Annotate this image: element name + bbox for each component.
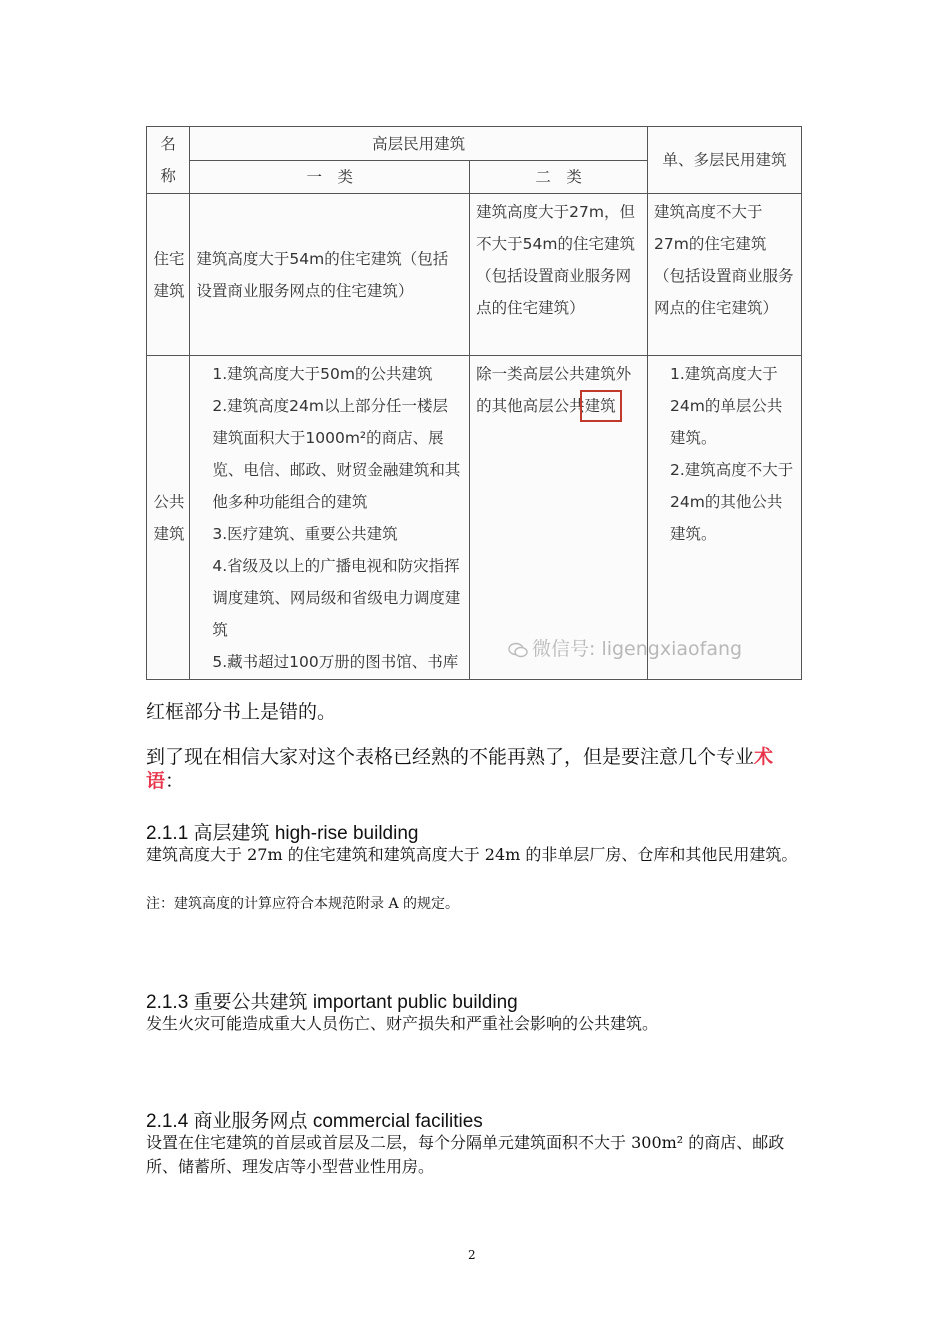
intro-paragraph — [146, 745, 810, 793]
row-public-class-two: 除一类高层公共建筑外的其他高层公共建筑 — [470, 356, 648, 680]
building-classification-table — [146, 126, 802, 680]
header-high-rise-cell: 高层民用建筑 — [190, 127, 648, 161]
row-public-label: 公共建筑 — [153, 492, 185, 543]
row-public-name — [147, 356, 190, 680]
public-single-multi-item: 1.建筑高度大于24m的单层公共建筑。 — [670, 365, 783, 447]
section-body: 发生火灾可能造成重大人员伤亡、财产损失和严重社会影响的公共建筑。 — [146, 1014, 659, 1033]
intro-text: 到了现在相信大家对这个表格已经熟的不能再熟了，但是要注意几个专业 — [146, 746, 755, 768]
public-class-one-item: 4.省级及以上的广播电视和防灾指挥调度建筑、网局级和省级电力调度建筑 — [212, 557, 461, 639]
table-caption: 红框部分书上是错的。 — [146, 701, 337, 723]
fire-classification-table-image — [146, 126, 802, 678]
row-residential-class-two: 建筑高度大于27m，但不大于54m的住宅建筑（包括设置商业服务网点的住宅建筑） — [470, 194, 648, 356]
header-class-one-cell: 一 类 — [190, 161, 470, 194]
section-heading: 2.1.1 高层建筑 high-rise building — [146, 823, 419, 844]
wechat-watermark — [508, 634, 742, 661]
section-note: 注：建筑高度的计算应符合本规范附录 A 的规定。 — [146, 896, 460, 912]
watermark-text: 微信号: ligengxiaofang — [532, 638, 743, 660]
row-residential-single-multi: 建筑高度不大于27m的住宅建筑（包括设置商业服务网点的住宅建筑） — [648, 194, 802, 356]
public-single-multi-item: 2.建筑高度不大于24m的其他公共建筑。 — [670, 461, 794, 543]
term-highlight: 术语 — [146, 746, 774, 792]
public-class-one-item: 5.藏书超过100万册的图书馆、书库 — [212, 653, 459, 671]
row-public-class-one — [190, 356, 470, 680]
section-heading: 2.1.4 商业服务网点 commercial facilities — [146, 1111, 483, 1132]
row-residential-label: 住宅建筑 — [153, 249, 185, 300]
row-residential-class-one: 建筑高度大于54m的住宅建筑（包括设置商业服务网点的住宅建筑） — [190, 194, 470, 356]
public-class-one-item: 1.建筑高度大于50m的公共建筑 — [212, 365, 433, 383]
section-body: 设置在住宅建筑的首层或首层及二层，每个分隔单元建筑面积不大于 300m² 的商店、邮政所、储蓄所、理发店等小型营业性用房。 — [146, 1133, 785, 1176]
intro-colon: ： — [165, 770, 185, 792]
header-single-multi-cell — [648, 127, 802, 194]
header-single-multi-text: 单、多层民用建筑 — [662, 151, 787, 169]
row-residential-name — [147, 194, 190, 356]
public-class-one-item: 3.医疗建筑、重要公共建筑 — [212, 525, 398, 543]
wechat-icon — [508, 642, 528, 658]
header-name-cell: 名称 — [147, 127, 190, 194]
section-body: 建筑高度大于 27m 的住宅建筑和建筑高度大于 24m 的非单层厂房、仓库和其他民用建筑。 — [146, 845, 798, 864]
public-class-one-item: 2.建筑高度24m以上部分任一楼层建筑面积大于1000m²的商店、展览、电信、邮政、财贸金融建筑和其他多种功能组合的建筑 — [212, 397, 461, 511]
section-heading: 2.1.3 重要公共建筑 important public building — [146, 992, 518, 1013]
row-public-single-multi — [648, 356, 802, 680]
error-highlight-box — [580, 390, 622, 422]
header-class-two-cell: 二 类 — [470, 161, 648, 194]
page-number: 2 — [468, 1248, 476, 1262]
